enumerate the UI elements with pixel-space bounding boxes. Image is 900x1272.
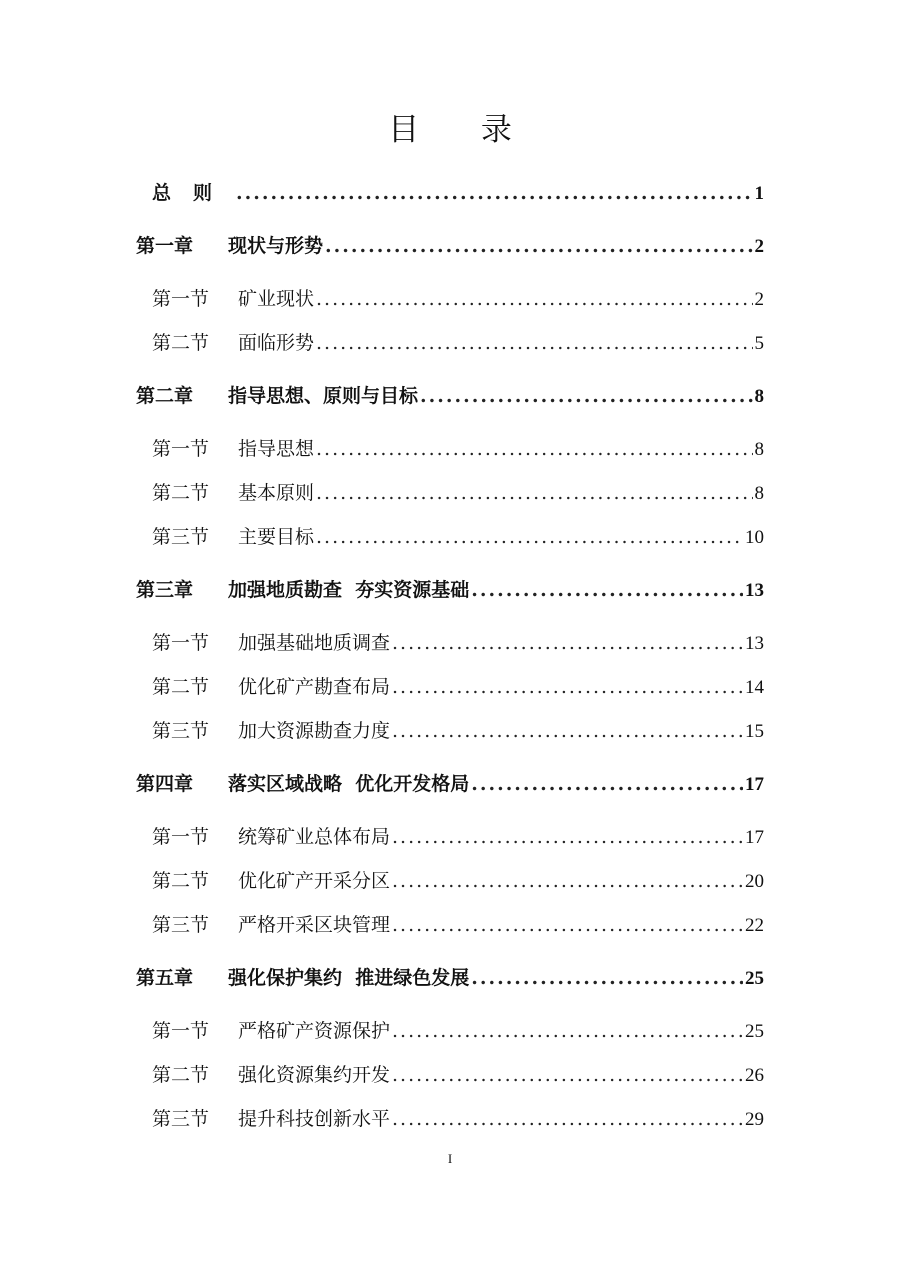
- entry-page-number: 10: [745, 527, 764, 548]
- dot-leader: [392, 626, 743, 660]
- entry-page-number: 22: [745, 915, 764, 936]
- toc-entry-chapter-4[interactable]: [136, 767, 764, 801]
- entry-number: 第三节: [152, 914, 210, 936]
- entry-title: 统筹矿业总体布局: [238, 826, 391, 848]
- toc-entry-section-4-3[interactable]: [152, 908, 764, 942]
- entry-page-number: 2: [754, 236, 764, 257]
- entry-number: 第二节: [152, 1064, 210, 1086]
- entry-number: 第二节: [152, 482, 210, 504]
- toc-entry-section-2-2[interactable]: [152, 476, 764, 510]
- entry-number: 第一节: [152, 1020, 210, 1042]
- dot-leader: [420, 379, 752, 413]
- toc-entry-section-5-1[interactable]: [152, 1014, 764, 1048]
- entry-number: 第一节: [152, 438, 210, 460]
- entry-page-number: 8: [754, 386, 764, 407]
- dot-leader: [471, 573, 743, 607]
- dot-leader: [316, 432, 752, 466]
- entry-number: 第二节: [152, 332, 210, 354]
- dot-leader: [392, 714, 743, 748]
- dot-leader: [392, 1102, 743, 1136]
- entry-page-number: 13: [745, 580, 764, 601]
- dot-leader: [392, 670, 743, 704]
- entry-page-number: 8: [754, 483, 764, 504]
- entry-number: 第一节: [152, 288, 210, 310]
- toc-entry-section-3-1[interactable]: [152, 626, 764, 660]
- entry-page-number: 13: [745, 633, 764, 654]
- entry-title: 优化矿产勘查布局: [238, 676, 391, 698]
- dot-leader: [392, 1014, 743, 1048]
- entry-title: 现状与形势: [228, 235, 324, 257]
- dot-leader: [392, 908, 743, 942]
- entry-number: 总则: [152, 182, 235, 204]
- toc-entry-section-4-1[interactable]: [152, 820, 764, 854]
- entry-number: 第一节: [152, 826, 210, 848]
- entry-page-number: 20: [745, 871, 764, 892]
- entry-title: 指导思想、原则与目标: [228, 385, 419, 407]
- entry-number: 第四章: [136, 773, 194, 795]
- dot-leader: [392, 820, 743, 854]
- dot-leader: [471, 767, 743, 801]
- entry-number: 第一节: [152, 632, 210, 654]
- entry-title: 落实区域战略 优化开发格局: [228, 773, 470, 795]
- entry-number: 第三节: [152, 720, 210, 742]
- entry-page-number: 29: [745, 1109, 764, 1130]
- entry-page-number: 5: [754, 333, 764, 354]
- toc-entry-section-3-2[interactable]: [152, 670, 764, 704]
- dot-leader: [316, 520, 743, 554]
- entry-title: 加强地质勘查 夯实资源基础: [228, 579, 470, 601]
- toc-entry-section-2-3[interactable]: [152, 520, 764, 554]
- entry-title: 矿业现状: [238, 288, 315, 310]
- toc-entry-section-5-3[interactable]: [152, 1102, 764, 1136]
- entry-title: 加大资源勘查力度: [238, 720, 391, 742]
- entry-title: 基本原则: [238, 482, 315, 504]
- dot-leader: [316, 282, 752, 316]
- entry-page-number: 25: [745, 968, 764, 989]
- entry-title: 加强基础地质调查: [238, 632, 391, 654]
- entry-number: 第三节: [152, 1108, 210, 1130]
- entry-title: 严格开采区块管理: [238, 914, 391, 936]
- entry-title: 严格矿产资源保护: [238, 1020, 391, 1042]
- toc-entry-chapter-5[interactable]: [136, 961, 764, 995]
- toc-entry-section-3-3[interactable]: [152, 714, 764, 748]
- entry-number: 第二节: [152, 676, 210, 698]
- entry-page-number: 15: [745, 721, 764, 742]
- toc-entry-section-4-2[interactable]: [152, 864, 764, 898]
- footer-page-number: I: [447, 1151, 453, 1166]
- entry-title: 强化保护集约 推进绿色发展: [228, 967, 470, 989]
- entry-title: 面临形势: [238, 332, 315, 354]
- dot-leader: [471, 961, 743, 995]
- toc-entry-chapter-3[interactable]: [136, 573, 764, 607]
- entry-number: 第三节: [152, 526, 210, 548]
- page-title: 目 录: [388, 112, 538, 148]
- dot-leader: [392, 1058, 743, 1092]
- toc-entry-chapter-1[interactable]: [136, 229, 764, 263]
- entry-title: 强化资源集约开发: [238, 1064, 391, 1086]
- toc-entry-overview[interactable]: [136, 176, 764, 210]
- entry-page-number: 8: [754, 439, 764, 460]
- dot-leader: [325, 229, 752, 263]
- entry-title: 优化矿产开采分区: [238, 870, 391, 892]
- entry-page-number: 14: [745, 677, 764, 698]
- entry-title: 主要目标: [238, 526, 315, 548]
- dot-leader: [236, 176, 752, 210]
- toc-entry-section-5-2[interactable]: [152, 1058, 764, 1092]
- entry-number: 第二章: [136, 385, 194, 407]
- entry-page-number: 17: [745, 827, 764, 848]
- toc-entry-section-2-1[interactable]: [152, 432, 764, 466]
- entry-number: 第五章: [136, 967, 194, 989]
- dot-leader: [392, 864, 743, 898]
- entry-number: 第一章: [136, 235, 194, 257]
- entry-number: 第二节: [152, 870, 210, 892]
- entry-page-number: 1: [754, 183, 764, 204]
- entry-number: 第三章: [136, 579, 194, 601]
- toc-entry-chapter-2[interactable]: [136, 379, 764, 413]
- toc-entry-section-1-2[interactable]: [152, 326, 764, 360]
- dot-leader: [316, 326, 752, 360]
- entry-page-number: 26: [745, 1065, 764, 1086]
- entry-page-number: 2: [754, 289, 764, 310]
- toc-entry-section-1-1[interactable]: [152, 282, 764, 316]
- entry-title: 提升科技创新水平: [238, 1108, 391, 1130]
- entry-page-number: 25: [745, 1021, 764, 1042]
- entry-title: 指导思想: [238, 438, 315, 460]
- dot-leader: [316, 476, 752, 510]
- entry-page-number: 17: [745, 774, 764, 795]
